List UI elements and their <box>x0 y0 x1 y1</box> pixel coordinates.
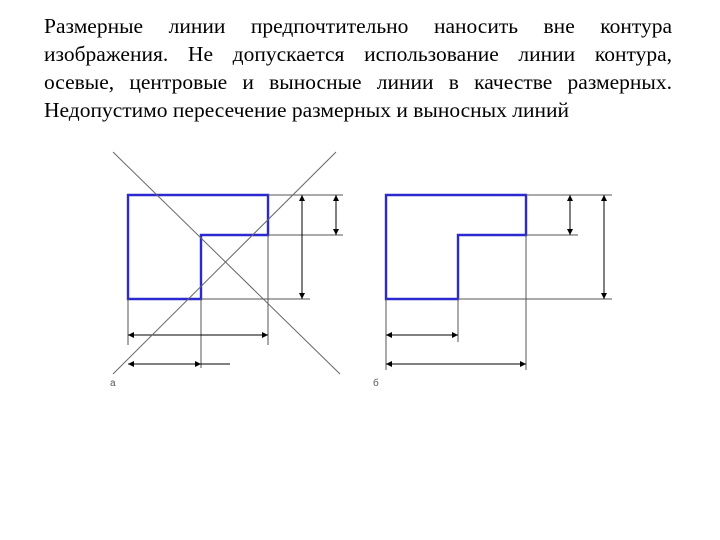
dimension-lines-b <box>386 195 604 364</box>
figure-correct <box>386 195 612 370</box>
dimension-lines-a <box>128 195 336 364</box>
extension-lines-b <box>386 195 612 370</box>
figure-label-a: а <box>110 378 116 389</box>
figure-incorrect <box>113 152 343 374</box>
part-contour-b <box>386 195 526 299</box>
cross-out-lines <box>113 152 340 374</box>
figure-label-b: б <box>373 378 379 389</box>
extension-lines-a <box>128 195 343 368</box>
paragraph-line-1: Размерные линии предпочтительно наносить вне контура <box>44 14 672 38</box>
paragraph-line-2: изображения. Не допускается использование линии контура, <box>44 42 672 66</box>
paragraph-line-4: Недопустимо пересечение размерных и выносных линий <box>44 98 569 122</box>
paragraph-line-3: осевые, центровые и выносные линии в качестве размерных. <box>44 70 672 94</box>
